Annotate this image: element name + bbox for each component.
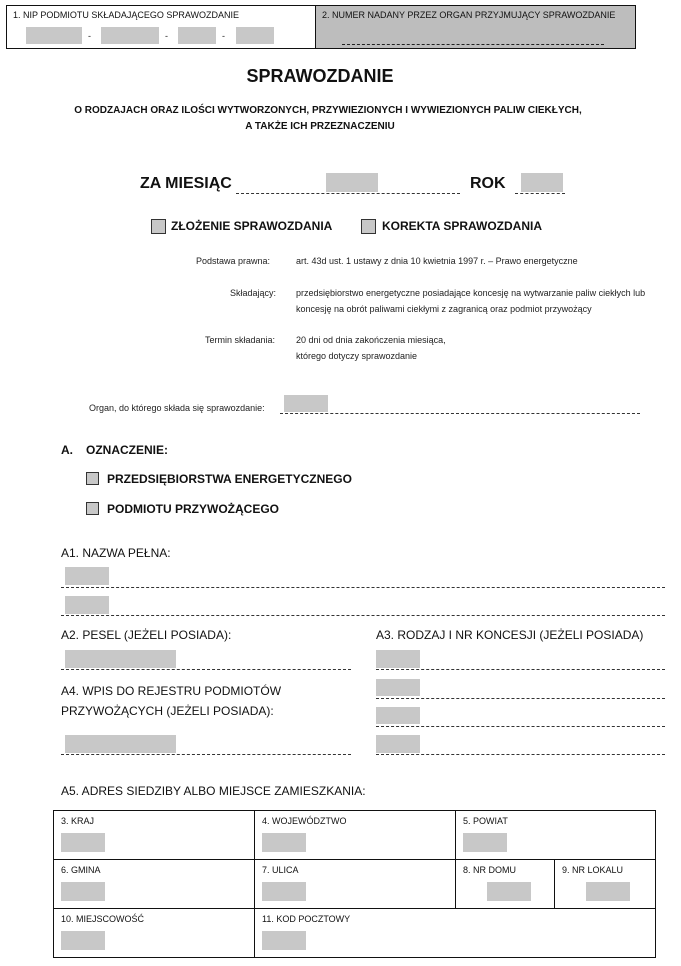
legal-basis-label: Podstawa prawna: [196, 256, 271, 266]
full-name-line-1 [61, 587, 665, 588]
city-label: 10. MIEJSCOWOŚĆ [61, 914, 145, 924]
a2-label: A2. PESEL (JEŻELI POSIADA): [61, 628, 232, 642]
month-field[interactable] [326, 173, 378, 192]
legal-basis-value: art. 43d ust. 1 ustawy z dnia 10 kwietnia 1997 r. – Prawo energetyczne [296, 256, 578, 266]
license-line-4 [376, 754, 665, 755]
organ-field[interactable] [284, 395, 328, 412]
license-field-4[interactable] [376, 735, 420, 753]
deadline-line-2: którego dotyczy sprawozdanie [296, 351, 418, 361]
voivodeship-field[interactable] [262, 833, 306, 852]
nip-field-1[interactable] [26, 27, 82, 44]
submission-label: ZŁOŻENIE SPRAWOZDANIA [171, 219, 333, 233]
organ-label: Organ, do którego składa się sprawozdanie: [89, 403, 265, 413]
postal-code-label: 11. KOD POCZTOWY [262, 914, 351, 924]
subtitle-line-2: A TAKŻE ICH PRZEZNACZENIU [245, 121, 395, 132]
submission-checkbox[interactable] [151, 219, 166, 234]
apartment-number-field[interactable] [586, 882, 630, 901]
full-name-line-2 [61, 615, 665, 616]
a5-label: A5. ADRES SIEDZIBY ALBO MIEJSCE ZAMIESZKANIA: [61, 784, 366, 798]
registration-number-box [315, 5, 636, 49]
nip-separator: - [88, 31, 91, 41]
nip-separator: - [222, 31, 225, 41]
county-field[interactable] [463, 833, 507, 852]
a4-label-line-2: PRZYWOŻĄCYCH (JEŻELI POSIADA): [61, 704, 274, 718]
county-cell [455, 810, 656, 860]
organ-field-line [280, 413, 640, 414]
deadline-label: Termin składania: [205, 335, 276, 345]
energy-company-checkbox[interactable] [86, 472, 99, 485]
importer-checkbox[interactable] [86, 502, 99, 515]
voivodeship-label: 4. WOJEWÓDZTWO [262, 816, 347, 826]
full-name-field-2[interactable] [65, 596, 109, 614]
country-field[interactable] [61, 833, 105, 852]
submitter-label: Składający: [230, 288, 277, 298]
year-field-line [515, 193, 565, 194]
submitter-line-1: przedsiębiorstwo energetyczne posiadające koncesję na wytwarzanie paliw ciekłych lub [296, 288, 646, 298]
postal-code-field[interactable] [262, 931, 306, 950]
registration-number-label: 2. NUMER NADANY PRZEZ ORGAN PRZYJMUJĄCY SPRAWOZDANIE [322, 10, 616, 20]
energy-company-label: PRZEDSIĘBIORSTWA ENERGETYCZNEGO [107, 472, 352, 486]
street-field[interactable] [262, 882, 306, 901]
house-number-field[interactable] [487, 882, 531, 901]
municipality-label: 6. GMINA [61, 865, 101, 875]
address-table [53, 810, 656, 958]
country-cell [53, 810, 255, 860]
correction-label: KOREKTA SPRAWOZDANIA [382, 219, 542, 233]
country-label: 3. KRAJ [61, 816, 95, 826]
apartment-number-label: 9. NR LOKALU [562, 865, 624, 875]
register-entry-field[interactable] [65, 735, 176, 753]
a3-label: A3. RODZAJ I NR KONCESJI (JEŻELI POSIADA) [376, 628, 644, 642]
license-line-2 [376, 698, 665, 699]
year-label: ROK [470, 175, 506, 192]
nip-separator: - [165, 31, 168, 41]
register-entry-line [61, 754, 351, 755]
license-line-3 [376, 726, 665, 727]
city-cell [53, 908, 255, 958]
license-field-3[interactable] [376, 707, 420, 724]
nip-field-4[interactable] [236, 27, 274, 44]
correction-checkbox[interactable] [361, 219, 376, 234]
license-line [376, 669, 665, 670]
street-cell [254, 859, 456, 909]
voivodeship-cell [254, 810, 456, 860]
house-number-cell [455, 859, 555, 909]
license-field[interactable] [376, 650, 420, 668]
subtitle-line-1: O RODZAJACH ORAZ ILOŚCI WYTWORZONYCH, PRZYWIEZIONYCH I WYWIEZIONYCH PALIW CIEKŁYCH, [74, 105, 582, 116]
registration-number-field[interactable] [342, 32, 604, 45]
importer-label: PODMIOTU PRZYWOŻĄCEGO [107, 502, 279, 516]
pesel-line [61, 669, 351, 670]
nip-label: 1. NIP PODMIOTU SKŁADAJĄCEGO SPRAWOZDANIE [13, 10, 240, 20]
submitter-line-2: koncesję na obrót paliwami ciekłymi z zagranicą oraz podmiot przywożący [296, 304, 592, 314]
license-field-2[interactable] [376, 679, 420, 696]
a1-label: A1. NAZWA PEŁNA: [61, 546, 171, 560]
county-label: 5. POWIAT [463, 816, 508, 826]
year-field[interactable] [521, 173, 563, 192]
nip-field-2[interactable] [101, 27, 159, 44]
deadline-line-1: 20 dni od dnia zakończenia miesiąca, [296, 335, 446, 345]
city-field[interactable] [61, 931, 105, 950]
nip-field-3[interactable] [178, 27, 216, 44]
full-name-field-1[interactable] [65, 567, 109, 585]
municipality-field[interactable] [61, 882, 105, 901]
page-title: SPRAWOZDANIE [246, 66, 394, 86]
a4-label-line-1: A4. WPIS DO REJESTRU PODMIOTÓW [61, 684, 282, 698]
postal-code-cell [254, 908, 656, 958]
section-a-heading: OZNACZENIE: [86, 443, 168, 457]
nip-box [6, 5, 316, 49]
pesel-field[interactable] [65, 650, 176, 668]
municipality-cell [53, 859, 255, 909]
section-a-letter: A. [61, 443, 73, 457]
street-label: 7. ULICA [262, 865, 299, 875]
month-field-line [236, 193, 460, 194]
month-label: ZA MIESIĄC [140, 175, 232, 192]
house-number-label: 8. NR DOMU [463, 865, 517, 875]
apartment-number-cell [554, 859, 656, 909]
